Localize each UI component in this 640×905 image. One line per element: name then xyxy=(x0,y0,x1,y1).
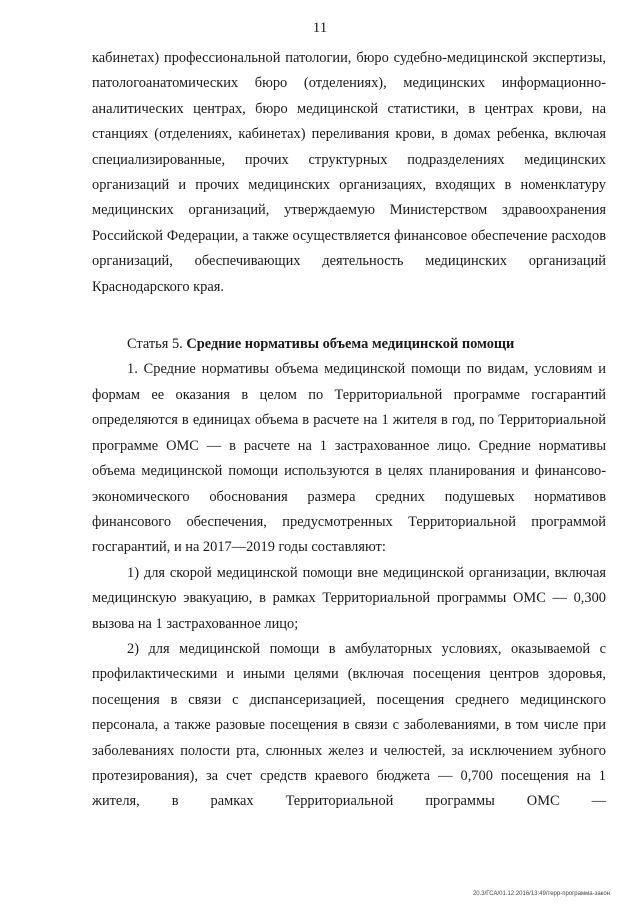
paragraph-item-2: 2) для медицинской помощи в амбулаторных условиях, оказываемой с профилактическими и иными целями (включая посещения центров здоровья, посещения в связи с диспансеризацией, посещения среднего медицинского персонала, а также разовые посещения в связи с заболеваниями, в том числе при заболеваниях полости рта, слюнных желез и челюстей, за исключением зубного протезирования), за счет средств краевого бюджета — 0,700 посещения на 1 жителя, в рамках Территориальной программы ОМС — xyxy=(92,640,606,810)
page-number: 11 xyxy=(312,20,328,36)
article-heading xyxy=(92,332,606,357)
paragraph-continuation: кабинетах) профессиональной патологии, бюро судебно-медицинской экспертизы, патологоанатомических бюро (отделениях), медицинских информационно-аналитических центрах, бюро медицинской статистики, в центрах крови, на станциях (отделениях, кабинетах) переливания крови, в домах ребенка, включая специализированные, прочих структурных подразделениях медицинских организаций и прочих медицинских организациях, входящих в номенклатуру медицинских организаций, утверждаемую Министерством здравоохранения Российской Федерации, а также осуществляется финансовое обеспечение расходов организаций, обеспечивающих деятельность медицинских организаций Краснодарского края. xyxy=(92,50,606,295)
article-title: Средние нормативы объема медицинской помощи xyxy=(186,336,515,353)
section-spacer xyxy=(92,300,606,332)
article-prefix: Статья 5. xyxy=(127,336,187,353)
paragraph-item-1: 1) для скорой медицинской помощи вне медицинской организации, включая медицинскую эвакуацию, в рамках Территориальной программы ОМС — 0,300 вызова на 1 застрахованное лицо; xyxy=(92,564,606,632)
paragraph-1: 1. Средние нормативы объема медицинской помощи по видам, условиям и формам ее оказания в целом по Территориальной программе госгарантий определяются в единицах объема в расчете на 1 жителя в год, по Территориальной программе ОМС — в расчете на 1 застрахованное лицо. Средние нормативы объема медицинской помощи используются в целях планирования и финансово-экономического обоснования размера средних подушевых нормативов финансового обеспечения, предусмотренных Территориальной программой госгарантий, и на 2017—2019 годы составляют: xyxy=(92,361,606,556)
footer-stamp: 20.3/ГСА/01.12.2016/13:49/терр-программа-закон xyxy=(472,891,610,897)
document-body xyxy=(92,46,606,815)
